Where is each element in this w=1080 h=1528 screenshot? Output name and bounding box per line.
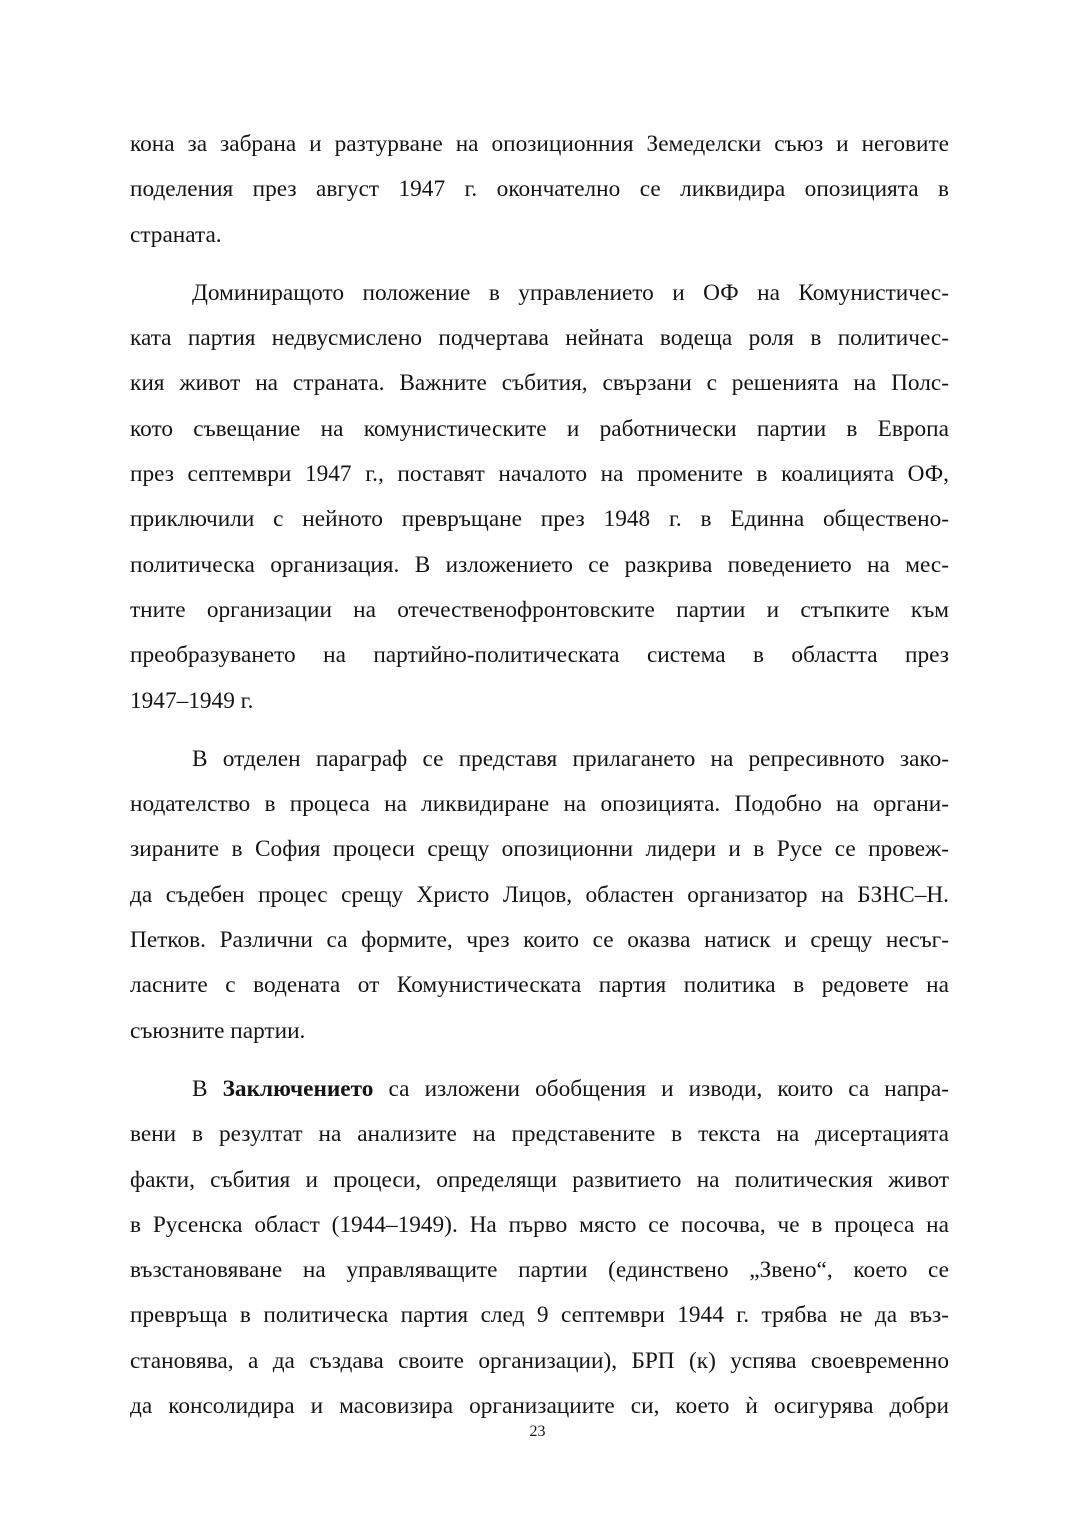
paragraph-gap: [130, 258, 949, 271]
text-line: вени в резултат на анализите на представените в текста на дисертацията: [130, 1121, 949, 1148]
text-line: през септември 1947 г., поставят началото на промените в коалицията ОФ,: [130, 461, 949, 488]
text-line: Доминиращото положение в управлението и ОФ на Комунистичес-: [192, 279, 949, 306]
text-line: да съдебен процес срещу Христо Лицов, областен организатор на БЗНС–Н.: [130, 881, 949, 908]
text-line: кия живот на страната. Важните събития, свързани с решенията на Полс-: [130, 370, 949, 397]
body-text: [130, 122, 949, 1429]
paragraph-4: [130, 1067, 949, 1429]
text-line: приключили с нейното превръщане през 1948 г. в Единна обществено-: [130, 506, 949, 533]
text-line: възстановяване на управляващите партии (единствено „Звено“, което се: [130, 1257, 949, 1284]
text-line: кото съвещание на комунистическите и работнически партии в Европа: [130, 415, 949, 442]
text-line: съюзните партии.: [130, 1017, 306, 1044]
text-line: зираните в София процеси срещу опозиционни лидери и в Русе се провеж-: [130, 836, 949, 863]
text-line: преобразуването на партийно-политическата система в областта през: [130, 642, 949, 669]
text-line: нодателство в процеса на ликвидиране на опозицията. Подобно на органи-: [130, 791, 949, 818]
text-line: В отделен параграф се представя прилагането на репресивното зако-: [192, 745, 949, 772]
text-line: ласните с водената от Комунистическата партия политика в редовете на: [130, 972, 949, 999]
text-line: [130, 1067, 949, 1112]
paragraph-3: [130, 737, 949, 1054]
conclusion-term: Заключението: [222, 1075, 374, 1102]
text-line: Петков. Различни са формите, чрез които се оказва натиск и срещу несъг-: [130, 927, 949, 954]
text-line: 1947–1949 г.: [130, 687, 254, 714]
paragraph-gap: [130, 1054, 949, 1067]
text-line: поделения през август 1947 г. окончателно се ликвидира опозицията в: [130, 176, 949, 203]
text-line: факти, събития и процеси, определящи развитието на политическия живот: [130, 1166, 949, 1193]
text-line: кона за забрана и разтурване на опозиционния Земеделски съюз и неговите: [130, 131, 949, 157]
text-run: са изложени обобщения и изводи, които са напра-: [373, 1075, 949, 1102]
text-line: тните организации на отечественофронтовските партии и стъпките към: [130, 596, 949, 623]
text-line: становява, а да създава своите организации), БРП (к) успява своевременно: [130, 1347, 949, 1374]
text-line: страната.: [130, 221, 222, 248]
text-line: да консолидира и масовизира организациите си, което ѝ осигурява добри: [130, 1393, 949, 1420]
text-line: превръща в политическа партия след 9 септември 1944 г. трябва не да въз-: [130, 1302, 949, 1329]
text-run: В: [192, 1075, 223, 1102]
paragraph-1: [130, 122, 949, 258]
text-line: ката партия недвусмислено подчертава нейната водеща роля в политичес-: [130, 325, 949, 352]
text-line: в Русенска област (1944–1949). На първо място се посочва, че в процеса на: [130, 1211, 949, 1238]
paragraph-gap: [130, 724, 949, 737]
text-line: политическа организация. В изложението се разкрива поведението на мес-: [130, 551, 949, 578]
paragraph-2: [130, 271, 949, 724]
page-number: 23: [529, 1423, 546, 1440]
